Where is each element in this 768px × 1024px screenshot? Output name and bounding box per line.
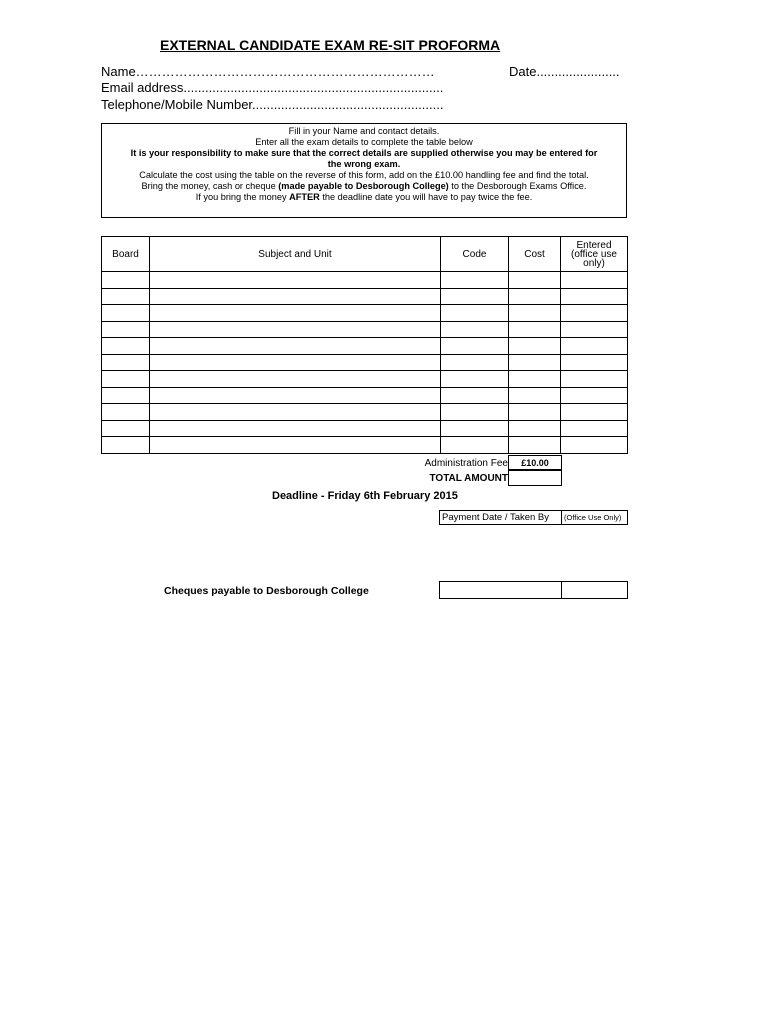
total-amount-field[interactable]: [508, 470, 562, 486]
cell-subject[interactable]: [150, 387, 441, 404]
cell-code[interactable]: [441, 437, 509, 454]
cheque-office-field[interactable]: [561, 581, 628, 599]
admin-fee-value: £10.00: [508, 455, 562, 470]
cell-subject[interactable]: [150, 354, 441, 371]
table-row: [102, 387, 628, 404]
admin-fee-label: Administration Fee: [424, 458, 508, 469]
date-field[interactable]: Date.......................: [509, 64, 620, 79]
cell-cost[interactable]: [509, 338, 561, 355]
table-row: [102, 437, 628, 454]
instruction-line: Fill in your Name and contact details.: [288, 126, 440, 136]
table-row: [102, 371, 628, 388]
table-row: [102, 420, 628, 437]
column-header-subject: Subject and Unit: [150, 237, 441, 272]
cell-entered[interactable]: [561, 338, 628, 355]
cheques-payable-text: Cheques payable to Desborough College: [164, 585, 369, 597]
instruction-warning: the wrong exam.: [327, 159, 401, 169]
cell-subject[interactable]: [150, 272, 441, 289]
cell-cost[interactable]: [509, 371, 561, 388]
table-row: [102, 288, 628, 305]
instruction-warning: It is your responsibility to make sure that the correct details are supplied otherwise you may be entered for: [130, 148, 598, 158]
cell-entered[interactable]: [561, 437, 628, 454]
cheque-field[interactable]: [439, 581, 562, 599]
payment-date-label: Payment Date / Taken By: [439, 510, 562, 525]
instruction-line: Calculate the cost using the table on the reverse of this form, add on the £10.00 handling fee and find the total.: [139, 170, 589, 180]
table-row: [102, 321, 628, 338]
column-header-code: Code: [441, 237, 509, 272]
instruction-line: Bring the money, cash or cheque (made payable to Desborough College) to the Desborough Exams Office.: [141, 181, 587, 191]
cell-cost[interactable]: [509, 288, 561, 305]
column-header-cost: Cost: [509, 237, 561, 272]
form-title: EXTERNAL CANDIDATE EXAM RE-SIT PROFORMA: [160, 37, 501, 53]
cell-board[interactable]: [102, 288, 150, 305]
cell-board[interactable]: [102, 338, 150, 355]
cell-cost[interactable]: [509, 437, 561, 454]
cell-entered[interactable]: [561, 288, 628, 305]
cell-cost[interactable]: [509, 354, 561, 371]
cell-cost[interactable]: [509, 305, 561, 322]
cell-code[interactable]: [441, 387, 509, 404]
cell-code[interactable]: [441, 371, 509, 388]
cell-cost[interactable]: [509, 321, 561, 338]
cell-cost[interactable]: [509, 272, 561, 289]
total-amount-label: TOTAL AMOUNT: [429, 473, 508, 484]
cell-entered[interactable]: [561, 272, 628, 289]
instruction-line: Enter all the exam details to complete the table below: [255, 137, 473, 147]
cell-cost[interactable]: [509, 387, 561, 404]
cell-code[interactable]: [441, 420, 509, 437]
cell-subject[interactable]: [150, 321, 441, 338]
cell-entered[interactable]: [561, 354, 628, 371]
name-field[interactable]: Name……………………………………………………………: [101, 64, 435, 79]
table-row: [102, 338, 628, 355]
cell-entered[interactable]: [561, 371, 628, 388]
cell-cost[interactable]: [509, 404, 561, 421]
payment-office-use: (Office Use Only): [561, 510, 628, 525]
cell-subject[interactable]: [150, 288, 441, 305]
table-row: [102, 272, 628, 289]
cell-code[interactable]: [441, 404, 509, 421]
instruction-line: If you bring the money AFTER the deadline date you will have to pay twice the fee.: [195, 192, 533, 202]
cell-entered[interactable]: [561, 404, 628, 421]
instructions-box: [101, 123, 627, 218]
cell-cost[interactable]: [509, 420, 561, 437]
cell-code[interactable]: [441, 354, 509, 371]
table-row: [102, 404, 628, 421]
cell-board[interactable]: [102, 305, 150, 322]
cell-code[interactable]: [441, 272, 509, 289]
cell-code[interactable]: [441, 321, 509, 338]
table-row: [102, 305, 628, 322]
cell-board[interactable]: [102, 404, 150, 421]
column-header-entered: Entered (office use only): [561, 237, 628, 272]
cell-board[interactable]: [102, 420, 150, 437]
cell-subject[interactable]: [150, 420, 441, 437]
cell-subject[interactable]: [150, 437, 441, 454]
cell-entered[interactable]: [561, 420, 628, 437]
cell-subject[interactable]: [150, 371, 441, 388]
cell-entered[interactable]: [561, 305, 628, 322]
cell-subject[interactable]: [150, 305, 441, 322]
cell-subject[interactable]: [150, 338, 441, 355]
email-field[interactable]: Email address........................................................................: [101, 80, 444, 95]
table-row: [102, 354, 628, 371]
cell-code[interactable]: [441, 288, 509, 305]
cell-code[interactable]: [441, 305, 509, 322]
phone-field[interactable]: Telephone/Mobile Number.....................................................: [101, 97, 444, 112]
cell-entered[interactable]: [561, 321, 628, 338]
cell-code[interactable]: [441, 338, 509, 355]
deadline-text: Deadline - Friday 6th February 2015: [272, 490, 458, 502]
cell-board[interactable]: [102, 387, 150, 404]
cell-board[interactable]: [102, 272, 150, 289]
cell-board[interactable]: [102, 371, 150, 388]
column-header-board: Board: [102, 237, 150, 272]
cell-board[interactable]: [102, 354, 150, 371]
cell-board[interactable]: [102, 321, 150, 338]
cell-entered[interactable]: [561, 387, 628, 404]
exam-entry-table: [101, 236, 628, 454]
cell-subject[interactable]: [150, 404, 441, 421]
cell-board[interactable]: [102, 437, 150, 454]
